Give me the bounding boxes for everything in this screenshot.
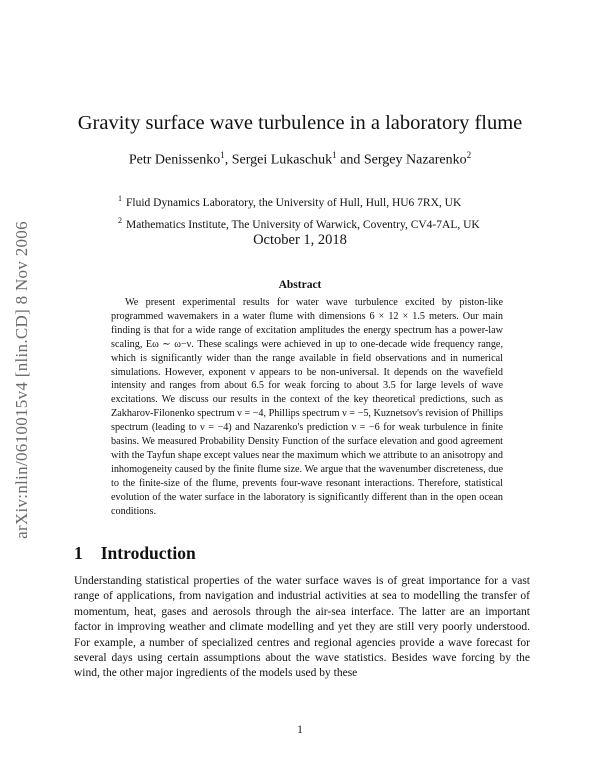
affiliation-text: Fluid Dynamics Laboratory, the University of Hull, Hull, HU6 7RX, UK <box>126 196 462 209</box>
author-separator: , <box>224 152 232 168</box>
abstract-heading: Abstract <box>278 279 322 291</box>
author-affiliation-mark: 1 <box>220 150 225 160</box>
section-number: 1 <box>74 543 83 563</box>
author-name: Sergey Nazarenko <box>363 152 467 168</box>
author-list <box>0 150 600 169</box>
paper-title: Gravity surface wave turbulence in a laboratory flume <box>77 112 523 134</box>
affiliation-text: Mathematics Institute, The University of Warwick, Coventry, CV4-7AL, UK <box>126 218 480 231</box>
affiliation <box>118 212 538 234</box>
affiliation-mark: 1 <box>118 194 122 203</box>
section-heading <box>74 543 196 564</box>
abstract-body: We present experimental results for water wave turbulence excited by piston-like programmed wavemakers in a water flume with dimensions 6 × 12 × 1.5 meters. Our main finding is that for a wide range of excitation amplitudes the energy spectrum has a power-law scaling, Eω ∼ ω−ν. These scalings were achieved in up to one-decade wide frequency range, which is significantly wider than the range available in field observations and in numerical simulations. However, exponent ν appears to be non-universal. It depends on the wavefield intensity and ranges from about 6.5 for weak forcing to about 3.5 for large levels of wave excitations. We discuss our results in the context of the key theoretical predictions, such as Zakharov-Filonenko spectrum ν = −4, Phillips spectrum ν = −5, Kuznetsov's revision of Phillips spectrum (leading to ν = −4) and Nazarenko's prediction ν = −6 for weak turbulence in finite basins. We measured Probability Density Function of the surface elevation and good agreement with the Tayfun shape except values near the maximum which we attribute to an anisotropy and inhomogeneity caused by the finite flume size. We argue that the wavenumber discreteness, due to the finite-size of the flume, prevents four-wave resonant interactions. Therefore, statistical evolution of the water surface in the laboratory is significantly different than in the open ocean conditions. <box>111 297 503 517</box>
author-affiliation-mark: 1 <box>332 150 337 160</box>
introduction-paragraph: Understanding statistical properties of the water surface waves is of great importance for a vast range of applications, from navigation and industrial activities at sea to modelling the transfer of momentum, heat, gases and aerosols through the air-sea interface. The latter are an important factor in improving weather and climate modelling and yet they are still very poorly understood. For example, a number of specialized centres and regional agencies provide a wave forecast for several days using certain assumptions about the wave statistics. Besides wave forcing by the wind, the other major ingredients of the models used by these <box>74 575 530 680</box>
section-title: Introduction <box>100 543 196 563</box>
arxiv-identifier: arXiv:nlin/0610015v4 [nlin.CD] 8 Nov 2006 <box>12 221 31 539</box>
author-name: Petr Denissenko <box>128 152 221 168</box>
page-number: 1 <box>297 724 303 736</box>
author-affiliation-mark: 2 <box>466 150 472 160</box>
affiliations <box>118 190 538 234</box>
author-name: Sergei Lukaschuk <box>231 152 333 168</box>
author-separator: and <box>336 152 364 168</box>
affiliation <box>118 190 538 212</box>
affiliation-mark: 2 <box>118 215 122 225</box>
paper-date: October 1, 2018 <box>253 232 347 248</box>
